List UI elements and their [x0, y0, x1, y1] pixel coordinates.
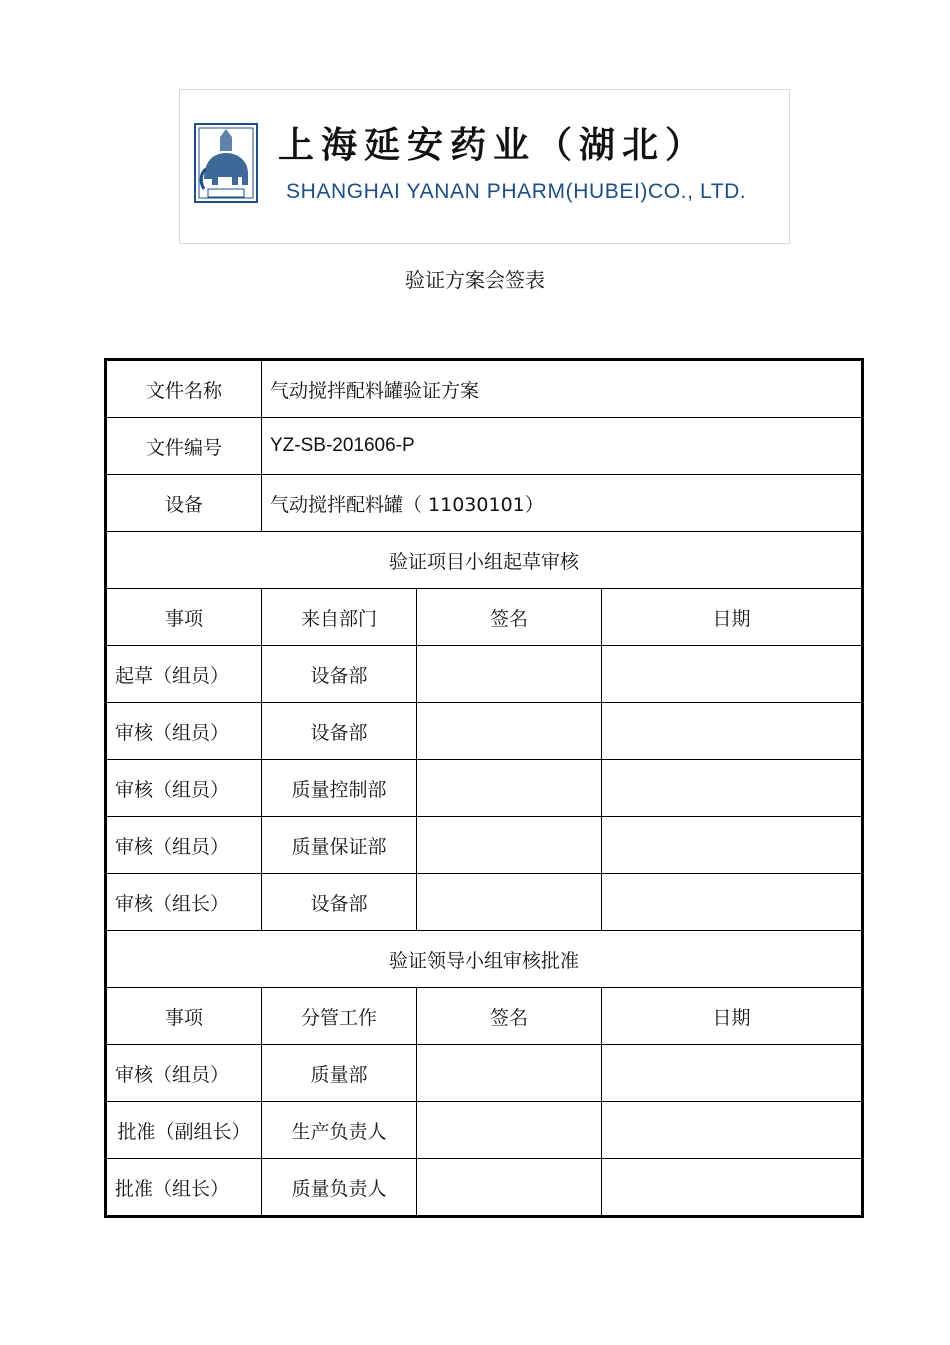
drafting-section-row — [106, 532, 863, 589]
row-responsibility: 质量负责人 — [262, 1159, 417, 1217]
row-item: 审核（组长） — [106, 874, 262, 931]
signature-field[interactable] — [417, 703, 602, 760]
table-row — [106, 1159, 863, 1217]
file-number-value: YZ-SB-201606-P — [262, 418, 863, 475]
row-item: 批准（组长） — [106, 1159, 262, 1217]
row-department: 质量控制部 — [262, 760, 417, 817]
elephant-emblem-icon — [194, 123, 258, 203]
drafting-header-row — [106, 589, 863, 646]
row-department: 设备部 — [262, 646, 417, 703]
date-field[interactable] — [602, 1159, 863, 1217]
date-field[interactable] — [602, 817, 863, 874]
table-row — [106, 760, 863, 817]
row-item: 审核（组员） — [106, 817, 262, 874]
row-department: 设备部 — [262, 874, 417, 931]
approval-section-title: 验证领导小组审核批准 — [106, 931, 863, 988]
signature-field[interactable] — [417, 646, 602, 703]
column-header-date: 日期 — [602, 988, 863, 1045]
table-row — [106, 646, 863, 703]
column-header-item: 事项 — [106, 589, 262, 646]
row-item: 审核（组员） — [106, 760, 262, 817]
column-header-signature: 签名 — [417, 988, 602, 1045]
row-item: 批准（副组长） — [106, 1102, 262, 1159]
date-field[interactable] — [602, 646, 863, 703]
date-field[interactable] — [602, 1102, 863, 1159]
file-name-value: 气动搅拌配料罐验证方案 — [262, 360, 863, 418]
table-row — [106, 1045, 863, 1102]
page-title: 验证方案会签表 — [405, 268, 545, 292]
signature-field[interactable] — [417, 1159, 602, 1217]
company-name-english: SHANGHAI YANAN PHARM(HUBEI)CO., LTD. — [286, 180, 747, 203]
company-logo-banner — [179, 89, 790, 244]
date-field[interactable] — [602, 760, 863, 817]
approval-header-row — [106, 988, 863, 1045]
row-item: 审核（组员） — [106, 1045, 262, 1102]
row-department: 质量保证部 — [262, 817, 417, 874]
equipment-row — [106, 475, 863, 532]
table-row — [106, 817, 863, 874]
signature-field[interactable] — [417, 874, 602, 931]
row-responsibility: 质量部 — [262, 1045, 417, 1102]
file-number-row — [106, 418, 863, 475]
file-name-label: 文件名称 — [106, 360, 262, 418]
row-department: 设备部 — [262, 703, 417, 760]
column-header-item: 事项 — [106, 988, 262, 1045]
company-name-chinese: 上海延安药业（湖北） — [278, 125, 709, 166]
row-responsibility: 生产负责人 — [262, 1102, 417, 1159]
signature-field[interactable] — [417, 1045, 602, 1102]
column-header-department: 来自部门 — [262, 589, 417, 646]
table-row — [106, 1102, 863, 1159]
equipment-label: 设备 — [106, 475, 262, 532]
row-item: 审核（组员） — [106, 703, 262, 760]
date-field[interactable] — [602, 1045, 863, 1102]
file-name-row — [106, 360, 863, 418]
column-header-date: 日期 — [602, 589, 863, 646]
column-header-signature: 签名 — [417, 589, 602, 646]
sign-off-table — [104, 358, 864, 1218]
drafting-section-title: 验证项目小组起草审核 — [106, 532, 863, 589]
date-field[interactable] — [602, 874, 863, 931]
table-row — [106, 703, 863, 760]
signature-field[interactable] — [417, 1102, 602, 1159]
signature-field[interactable] — [417, 817, 602, 874]
signature-field[interactable] — [417, 760, 602, 817]
approval-section-row — [106, 931, 863, 988]
column-header-responsibility: 分管工作 — [262, 988, 417, 1045]
file-number-label: 文件编号 — [106, 418, 262, 475]
date-field[interactable] — [602, 703, 863, 760]
row-item: 起草（组员） — [106, 646, 262, 703]
table-row — [106, 874, 863, 931]
equipment-value: 气动搅拌配料罐（ 11030101） — [262, 475, 863, 532]
